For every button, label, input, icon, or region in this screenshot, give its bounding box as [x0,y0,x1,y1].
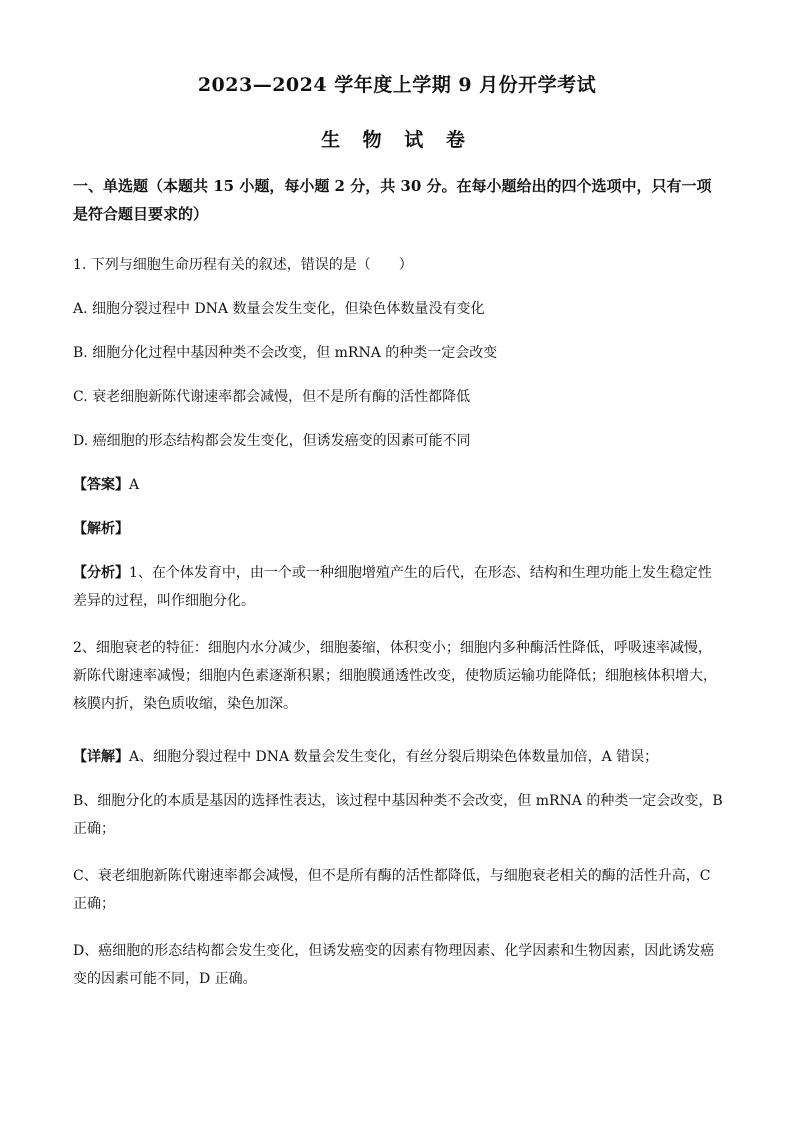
detail-a-text: A、细胞分裂过程中 DNA 数量会发生变化，有丝分裂后期染色体数量加倍，A 错误； [129,749,659,765]
detail-paragraph-d: D、癌细胞的形态结构都会发生变化，但诱发癌变的因素有物理因素、化学因素和生物因素，因此诱发癌变的因素可能不同，D 正确。 [73,943,715,987]
option-d: D. 癌细胞的形态结构都会发生变化，但诱发癌变的因素可能不同 [73,433,471,449]
question-stem: 1. 下列与细胞生命历程有关的叙述，错误的是（ ） [73,257,413,273]
answer-label: 【答案】 [73,477,129,493]
fenxi-label: 【分析】 [73,565,129,581]
xiangjie-label: 【详解】 [73,749,129,765]
answer-value: A [129,477,140,493]
detail-paragraph-b: B、细胞分化的本质是基因的选择性表达，该过程中基因种类不会改变，但 mRNA 的种类一定会改变，B 正确； [73,793,723,837]
answer-line [73,471,725,499]
detail-paragraph-c: C、衰老细胞新陈代谢速率都会减慢，但不是所有酶的活性都降低，与细胞衰老相关的酶的活性升高，C 正确； [73,868,711,912]
option-a: A. 细胞分裂过程中 DNA 数量会发生变化，但染色体数量没有变化 [73,301,485,317]
analysis-paragraph-1 [73,559,725,615]
detail-paragraph-a [73,743,725,771]
analysis-label: 【解析】 [73,521,129,537]
fenxi-text: 1、在个体发育中，由一个或一种细胞增殖产生的后代，在形态、结构和生理功能上发生稳定性差异的过程，叫作细胞分化。 [73,565,712,609]
analysis-paragraph-2: 2、细胞衰老的特征：细胞内水分减少，细胞萎缩，体积变小；细胞内多种酶活性降低，呼吸速率减慢，新陈代谢速率减慢；细胞内色素逐渐积累；细胞膜通透性改变，使物质运输功能降低；细胞核体积增大，核膜内折，染色质收缩，染色加深。 [73,640,717,712]
option-c: C. 衰老细胞新陈代谢速率都会减慢，但不是所有酶的活性都降低 [73,389,471,405]
option-b: B. 细胞分化过程中基因种类不会改变，但 mRNA 的种类一定会改变 [73,345,498,361]
exam-title: 2023—2024 学年度上学期 9 月份开学考试 [197,74,597,96]
exam-subject-title: 生 物 试 卷 [321,129,473,151]
section-heading: 一、单选题（本题共 15 小题，每小题 2 分，共 30 分。在每小题给出的四个选项中，只有一项是符合题目要求的） [73,177,712,223]
